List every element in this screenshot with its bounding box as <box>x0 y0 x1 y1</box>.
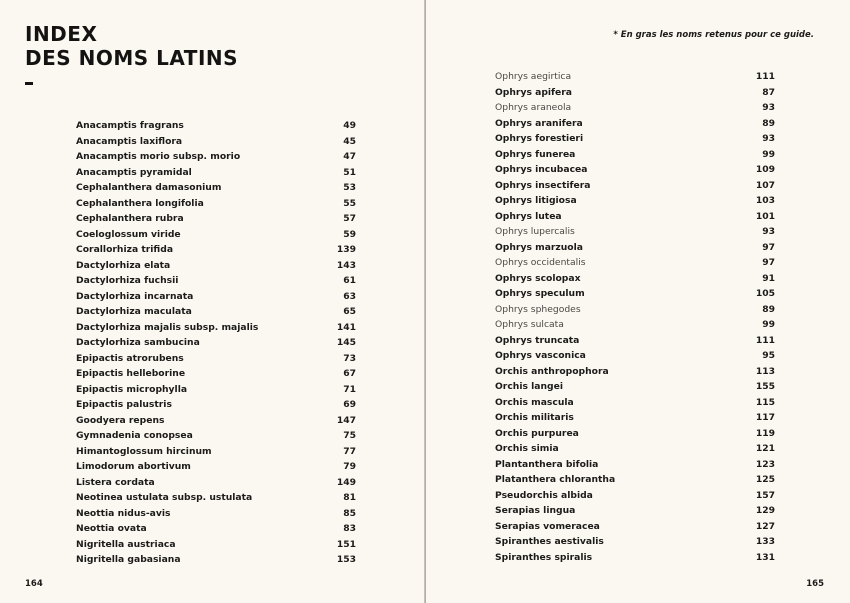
entry-name: Ophrys incubacea <box>495 164 588 176</box>
index-entry <box>495 240 775 256</box>
entry-name: Platanthera chlorantha <box>495 474 616 486</box>
entry-page-number: 99 <box>762 148 775 160</box>
entry-name: Cephalanthera damasonium <box>76 182 222 194</box>
index-entry <box>495 286 775 302</box>
index-entry <box>76 196 356 212</box>
entry-page-number: 101 <box>755 210 775 222</box>
entry-page-number: 111 <box>755 71 775 83</box>
index-entry <box>495 302 775 318</box>
index-entry <box>76 397 356 413</box>
entry-name: Orchis simia <box>495 443 559 455</box>
index-entry <box>495 255 775 271</box>
entry-name: Ophrys sphegodes <box>495 303 581 315</box>
index-entry <box>495 224 775 240</box>
index-entry <box>76 227 356 243</box>
entry-name: Ophrys speculum <box>495 288 585 300</box>
entry-page-number: 97 <box>762 241 775 253</box>
index-entry <box>495 317 775 333</box>
entry-page-number: 73 <box>343 352 356 364</box>
index-entry <box>76 366 356 382</box>
entry-page-number: 111 <box>755 334 775 346</box>
index-entry <box>76 335 356 351</box>
entry-page-number: 113 <box>755 365 775 377</box>
entry-name: Orchis militaris <box>495 412 574 424</box>
entry-page-number: 53 <box>343 182 356 194</box>
index-entry <box>76 134 356 150</box>
entry-name: Ophrys sulcata <box>495 319 564 331</box>
page-number-left: 164 <box>25 579 43 589</box>
entry-name: Ophrys occidentalis <box>495 257 586 269</box>
entry-page-number: 67 <box>343 368 356 380</box>
entry-name: Himantoglossum hircinum <box>76 445 212 457</box>
entry-name: Ophrys aegirtica <box>495 71 572 83</box>
index-entry <box>495 116 775 132</box>
title-line-1: INDEX <box>25 22 98 46</box>
index-entry <box>76 289 356 305</box>
entry-name: Gymnadenia conopsea <box>76 430 193 442</box>
entry-page-number: 141 <box>336 321 356 333</box>
entry-name: Dactylorhiza elata <box>76 259 171 271</box>
entry-page-number: 139 <box>336 244 356 256</box>
index-entry <box>495 395 775 411</box>
entry-name: Anacamptis fragrans <box>76 120 184 132</box>
index-entry <box>76 149 356 165</box>
entry-name: Ophrys truncata <box>495 334 580 346</box>
index-title <box>25 22 238 70</box>
entry-page-number: 133 <box>755 536 775 548</box>
entry-name: Orchis mascula <box>495 396 574 408</box>
entry-name: Serapias lingua <box>495 505 576 517</box>
entry-page-number: 87 <box>762 86 775 98</box>
entry-name: Spiranthes spiralis <box>495 551 593 563</box>
entry-name: Serapias vomeracea <box>495 520 600 532</box>
index-entry <box>495 209 775 225</box>
entry-name: Anacamptis pyramidal <box>76 166 192 178</box>
entry-page-number: 71 <box>343 383 356 395</box>
index-entry <box>76 506 356 522</box>
entry-page-number: 83 <box>343 523 356 535</box>
entry-page-number: 119 <box>755 427 775 439</box>
entry-name: Ophrys litigiosa <box>495 195 577 207</box>
entry-page-number: 77 <box>343 445 356 457</box>
entry-name: Neottia ovata <box>76 523 147 535</box>
index-entry <box>76 444 356 460</box>
index-entry <box>495 162 775 178</box>
index-entry <box>495 379 775 395</box>
entry-name: Dactylorhiza maculata <box>76 306 192 318</box>
index-entry <box>495 550 775 566</box>
entry-page-number: 115 <box>755 396 775 408</box>
entry-name: Anacamptis morio subsp. morio <box>76 151 241 163</box>
entry-page-number: 149 <box>336 476 356 488</box>
entry-name: Ophrys lutea <box>495 210 562 222</box>
index-entry <box>495 348 775 364</box>
entry-page-number: 143 <box>336 259 356 271</box>
index-entry <box>76 242 356 258</box>
entry-page-number: 155 <box>755 381 775 393</box>
index-entry <box>76 180 356 196</box>
entry-name: Dactylorhiza fuchsii <box>76 275 179 287</box>
index-entry <box>495 410 775 426</box>
index-entry <box>495 441 775 457</box>
entry-page-number: 45 <box>343 135 356 147</box>
entry-name: Ophrys scolopax <box>495 272 581 284</box>
index-entry <box>76 490 356 506</box>
index-entry <box>495 333 775 349</box>
entry-page-number: 57 <box>343 213 356 225</box>
entry-page-number: 151 <box>336 538 356 550</box>
entry-page-number: 49 <box>343 120 356 132</box>
page-number-right: 165 <box>806 579 824 589</box>
entry-name: Epipactis palustris <box>76 399 172 411</box>
entry-name: Ophrys aranifera <box>495 117 583 129</box>
index-entry <box>495 519 775 535</box>
entry-page-number: 75 <box>343 430 356 442</box>
entry-page-number: 95 <box>762 350 775 362</box>
index-entry <box>495 147 775 163</box>
index-entry <box>495 178 775 194</box>
entry-name: Ophrys araneola <box>495 102 572 114</box>
entry-page-number: 63 <box>343 290 356 302</box>
entry-name: Pseudorchis albida <box>495 489 593 501</box>
entry-name: Nigritella gabasiana <box>76 554 181 566</box>
entry-page-number: 121 <box>755 443 775 455</box>
index-entry <box>76 211 356 227</box>
entry-page-number: 123 <box>755 458 775 470</box>
bold-names-note: * En gras les noms retenus pour ce guide. <box>613 30 814 40</box>
index-entry <box>495 488 775 504</box>
index-entry <box>76 428 356 444</box>
entry-name: Ophrys insectifera <box>495 179 591 191</box>
entry-page-number: 109 <box>755 164 775 176</box>
entry-name: Coeloglossum viride <box>76 228 181 240</box>
entry-page-number: 131 <box>755 551 775 563</box>
index-entry <box>495 100 775 116</box>
entry-name: Nigritella austriaca <box>76 538 176 550</box>
entry-name: Anacamptis laxiflora <box>76 135 183 147</box>
index-entry <box>495 426 775 442</box>
index-entry <box>76 537 356 553</box>
entry-page-number: 125 <box>755 474 775 486</box>
index-entry <box>76 459 356 475</box>
index-entry <box>76 273 356 289</box>
index-entry <box>76 165 356 181</box>
entry-name: Neottia nidus-avis <box>76 507 171 519</box>
entry-page-number: 55 <box>343 197 356 209</box>
entry-name: Corallorhiza trifida <box>76 244 174 256</box>
entry-name: Epipactis atrorubens <box>76 352 184 364</box>
entry-name: Dactylorhiza sambucina <box>76 337 200 349</box>
entry-name: Dactylorhiza majalis subsp. majalis <box>76 321 259 333</box>
entry-name: Epipactis helleborine <box>76 368 186 380</box>
index-entry <box>76 320 356 336</box>
entry-page-number: 105 <box>755 288 775 300</box>
entry-name: Neotinea ustulata subsp. ustulata <box>76 492 253 504</box>
entry-name: Ophrys vasconica <box>495 350 586 362</box>
entry-page-number: 89 <box>762 303 775 315</box>
entry-page-number: 117 <box>755 412 775 424</box>
entry-page-number: 127 <box>755 520 775 532</box>
index-entry <box>495 364 775 380</box>
entry-page-number: 107 <box>755 179 775 191</box>
index-entry <box>76 304 356 320</box>
entry-page-number: 59 <box>343 228 356 240</box>
entry-name: Plantanthera bifolia <box>495 458 599 470</box>
entry-page-number: 61 <box>343 275 356 287</box>
entry-page-number: 47 <box>343 151 356 163</box>
entry-page-number: 97 <box>762 257 775 269</box>
entry-page-number: 81 <box>343 492 356 504</box>
entry-page-number: 85 <box>343 507 356 519</box>
entry-name: Ophrys marzuola <box>495 241 583 253</box>
index-entry <box>495 131 775 147</box>
entry-page-number: 145 <box>336 337 356 349</box>
entry-page-number: 157 <box>755 489 775 501</box>
entry-name: Cephalanthera longifolia <box>76 197 204 209</box>
index-entry <box>495 472 775 488</box>
entry-name: Limodorum abortivum <box>76 461 191 473</box>
index-entry <box>76 552 356 568</box>
entry-name: Ophrys apifera <box>495 86 572 98</box>
index-entry <box>76 258 356 274</box>
entry-name: Dactylorhiza incarnata <box>76 290 194 302</box>
entry-page-number: 69 <box>343 399 356 411</box>
entry-page-number: 93 <box>762 226 775 238</box>
entry-name: Ophrys funerea <box>495 148 576 160</box>
index-entry <box>76 382 356 398</box>
index-entry <box>495 85 775 101</box>
index-entry <box>495 271 775 287</box>
entry-page-number: 51 <box>343 166 356 178</box>
entry-page-number: 129 <box>755 505 775 517</box>
entry-page-number: 103 <box>755 195 775 207</box>
entry-page-number: 93 <box>762 102 775 114</box>
entry-name: Orchis anthropophora <box>495 365 609 377</box>
entry-name: Cephalanthera rubra <box>76 213 184 225</box>
entry-page-number: 91 <box>762 272 775 284</box>
entry-name: Goodyera repens <box>76 414 165 426</box>
entry-page-number: 89 <box>762 117 775 129</box>
entry-name: Listera cordata <box>76 476 155 488</box>
entry-name: Orchis langei <box>495 381 563 393</box>
index-entry <box>495 534 775 550</box>
index-entry <box>76 475 356 491</box>
index-entry <box>76 521 356 537</box>
entry-page-number: 65 <box>343 306 356 318</box>
entry-name: Spiranthes aestivalis <box>495 536 604 548</box>
title-dash <box>25 82 33 85</box>
entry-page-number: 99 <box>762 319 775 331</box>
entry-page-number: 147 <box>336 414 356 426</box>
right-page <box>426 0 850 603</box>
index-entry <box>495 457 775 473</box>
index-list-left <box>76 118 356 568</box>
index-entry <box>76 118 356 134</box>
index-entry <box>76 351 356 367</box>
entry-name: Epipactis microphylla <box>76 383 188 395</box>
index-entry <box>76 413 356 429</box>
entry-name: Ophrys forestieri <box>495 133 584 145</box>
index-entry <box>495 193 775 209</box>
entry-page-number: 79 <box>343 461 356 473</box>
title-line-2: DES NOMS LATINS <box>25 46 239 70</box>
entry-page-number: 153 <box>336 554 356 566</box>
index-list-right <box>495 69 775 565</box>
index-entry <box>495 503 775 519</box>
entry-page-number: 93 <box>762 133 775 145</box>
entry-name: Ophrys lupercalis <box>495 226 575 238</box>
entry-name: Orchis purpurea <box>495 427 579 439</box>
index-entry <box>495 69 775 85</box>
